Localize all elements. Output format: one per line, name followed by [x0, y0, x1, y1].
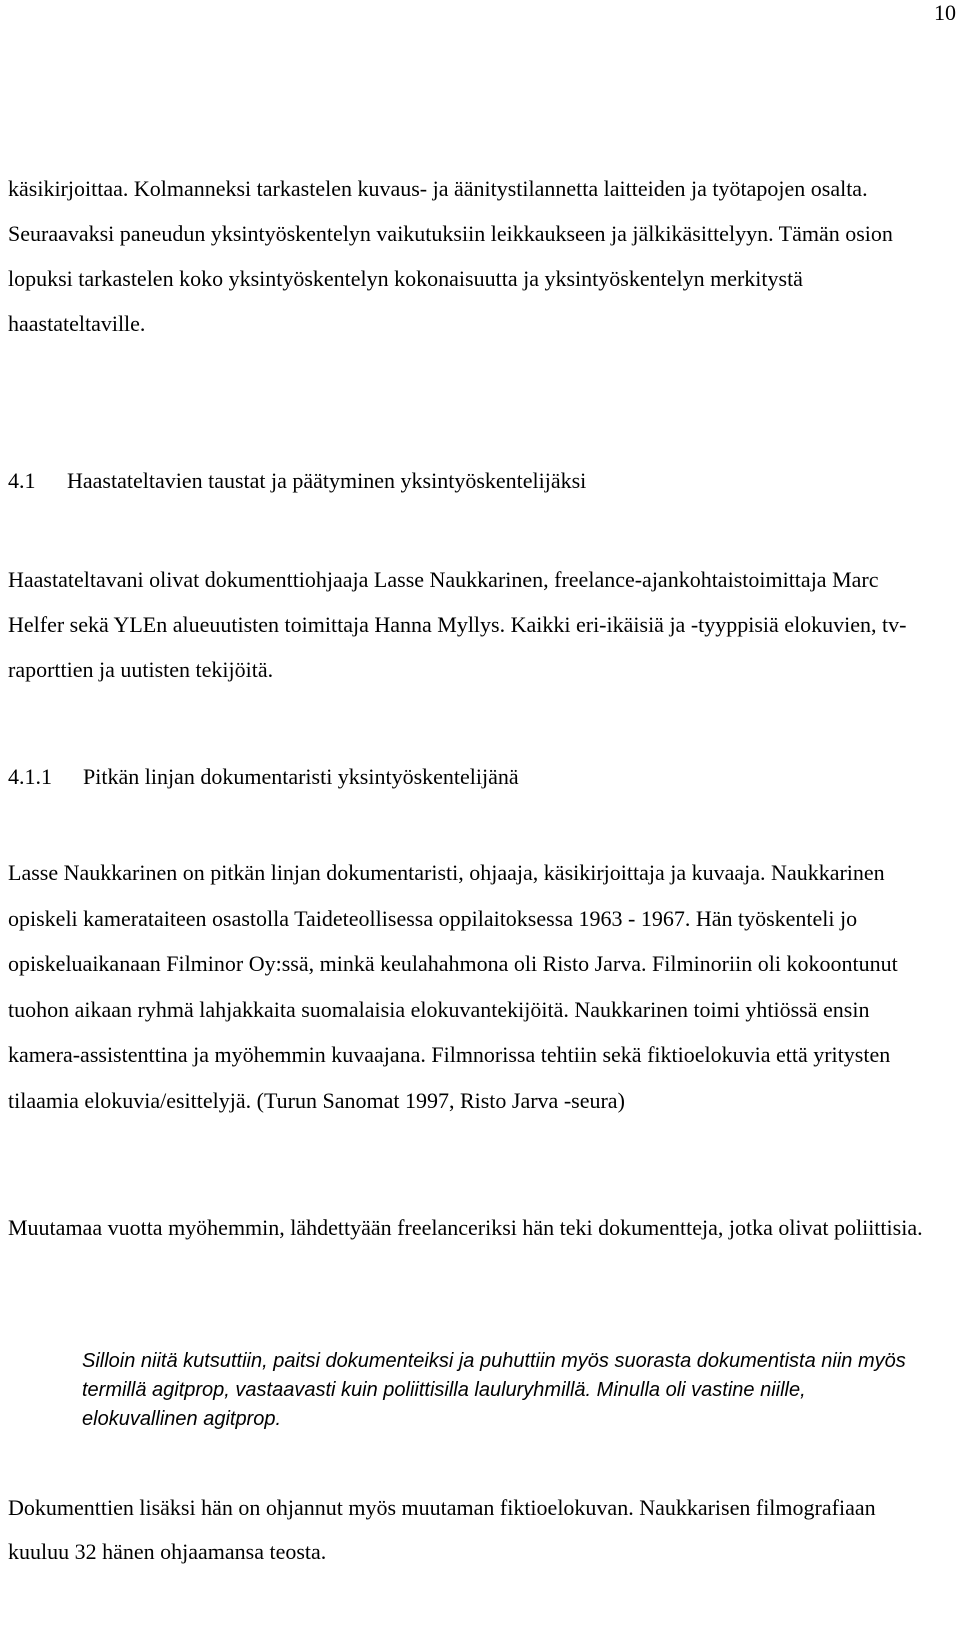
subsection-title: Pitkän linjan dokumentaristi yksintyöskentelijänä [83, 764, 519, 789]
body-paragraph-interviewees: Haastateltavani olivat dokumenttiohjaaja Lasse Naukkarinen, freelance-ajankohtaistoimittaja Marc Helfer sekä YLEn alueuutisten toimittaja Hanna Myllys. Kaikki eri-ikäisiä ja -tyyppisiä elokuvien, tv-raporttien ja uutisten tekijöitä. [8, 567, 907, 682]
page-number: 10 [934, 0, 956, 25]
body-paragraph-filmography: Dokumenttien lisäksi hän on ohjannut myös muutaman fiktioelokuvan. Naukkarisen filmografiaan kuuluu 32 hänen ohjaamansa teosta. [8, 1495, 876, 1564]
section-title: Haastateltavien taustat ja päätyminen yksintyöskentelijäksi [67, 468, 587, 493]
body-paragraph-naukkarinen-background: Lasse Naukkarinen on pitkän linjan dokumentaristi, ohjaaja, käsikirjoittaja ja kuvaaja. Naukkarinen opiskeli kamerataiteen osastolla Taideteollisessa oppilaitoksessa 1963 - 1967. Hän työskenteli jo opiskeluaikanaan Filminor Oy:ssä, minkä keulahahmona oli Risto Jarva. Filminoriin oli kokoontunut tuohon aikaan ryhmä lahjakkaita suomalaisia elokuvantekijöitä. Naukkarinen toimi yhtiössä ensin kamera-assistenttina ja myöhemmin kuvaajana. Filmnorissa tehtiin sekä fiktioelokuvia että yritysten tilaamia elokuvia/esittelyjä. (Turun Sanomat 1997, Risto Jarva -seura) [8, 860, 898, 1113]
section-heading-4-1-1 [8, 764, 519, 790]
section-number: 4.1 [8, 468, 36, 493]
interview-quote: Silloin niitä kutsuttiin, paitsi dokumenteiksi ja puhuttiin myös suorasta dokumentista niin myös termillä agitprop, vastaavasti kuin poliittisilla lauluryhmillä. Minulla oli vastine niille, elokuvallinen agitprop. [82, 1350, 906, 1430]
subsection-number: 4.1.1 [8, 764, 52, 789]
intro-paragraph: käsikirjoittaa. Kolmanneksi tarkastelen kuvaus- ja äänitystilannetta laitteiden ja työtapojen osalta. Seuraavaksi paneudun yksintyöskentelyn vaikutuksiin leikkaukseen ja jälkikäsittelyyn. Tämän osion lopuksi tarkastelen koko yksintyöskentelyn kokonaisuutta ja yksintyöskentelyn merkitystä haastateltaville. [8, 176, 893, 336]
section-heading-4-1 [8, 468, 586, 494]
body-paragraph-freelance: Muutamaa vuotta myöhemmin, lähdettyään freelanceriksi hän teki dokumentteja, jotka olivat poliittisia. [8, 1215, 923, 1240]
